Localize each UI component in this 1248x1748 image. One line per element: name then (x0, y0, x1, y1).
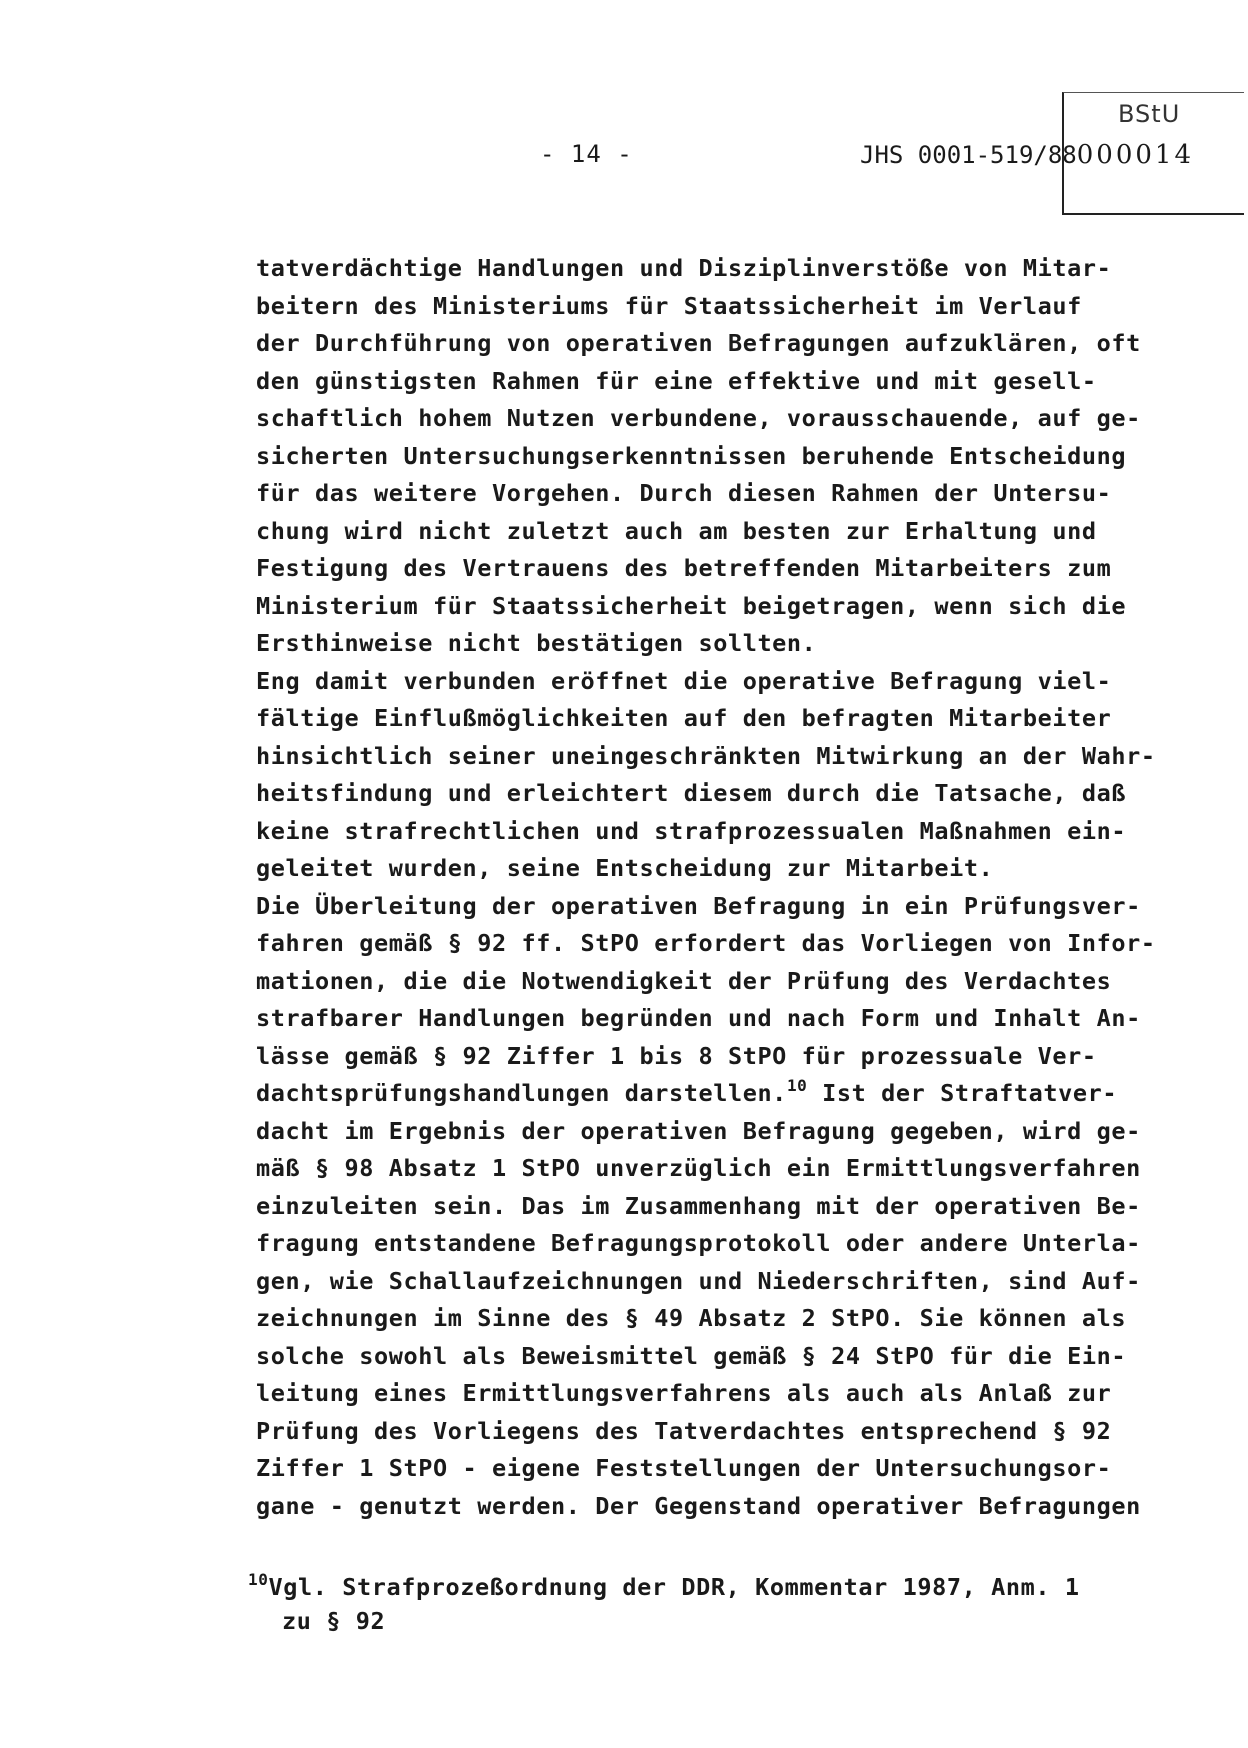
text-line: einzuleiten sein. Das im Zusammenhang mit der operativen Be- (256, 1191, 1141, 1220)
text-line: Die Überleitung der operativen Befragung in ein Prüfungsver- (256, 891, 1141, 920)
text-line: solche sowohl als Beweismittel gemäß § 24 StPO für die Ein- (256, 1341, 1127, 1370)
text-line: Ministerium für Staatssicherheit beigetragen, wenn sich die (256, 591, 1127, 620)
text-line: leitung eines Ermittlungsverfahrens als auch als Anlaß zur (256, 1379, 1112, 1407)
text-line: tatverdächtige Handlungen und Disziplinverstöße von Mitar- (256, 254, 1112, 282)
text-line: fragung entstandene Befragungsprotokoll oder andere Unterla- (256, 1229, 1141, 1257)
text-line: lässe gemäß § 92 Ziffer 1 bis 8 StPO für prozessuale Ver- (256, 1041, 1097, 1070)
archive-stamp-label: BStU (1118, 100, 1181, 128)
footnote-line (248, 1570, 1198, 1604)
page-number: - 14 - (540, 140, 633, 168)
text-line: heitsfindung und erleichtert diesem durch die Tatsache, daß (256, 779, 1127, 807)
text-line: sicherten Untersuchungserkenntnissen beruhende Entscheidung (256, 441, 1127, 470)
text-line: mäß § 98 Absatz 1 StPO unverzüglich ein Ermittlungsverfahren (256, 1154, 1141, 1182)
text-segment: Ist der Straftatver- (807, 1079, 1118, 1107)
footnote-reference[interactable]: 10 (786, 1076, 808, 1095)
document-serial-number: 000014 (1076, 140, 1195, 170)
text-line: für das weitere Vorgehen. Durch diesen Rahmen der Untersu- (256, 479, 1112, 507)
text-line: mationen, die die Notwendigkeit der Prüfung des Verdachtes (256, 966, 1112, 995)
text-line: dacht im Ergebnis der operativen Befragung gegeben, wird ge- (256, 1116, 1141, 1145)
text-line: keine strafrechtlichen und strafprozessualen Maßnahmen ein- (256, 816, 1127, 845)
text-line: gen, wie Schallaufzeichnungen und Niederschriften, sind Auf- (256, 1266, 1141, 1295)
footnote (248, 1570, 1198, 1638)
text-line-with-footnote (256, 1075, 1206, 1113)
body-text (256, 250, 1206, 1525)
text-line: zeichnungen im Sinne des § 49 Absatz 2 StPO. Sie können als (256, 1304, 1127, 1332)
footnote-number: 10 (248, 1570, 269, 1589)
text-line: fältige Einflußmöglichkeiten auf den befragten Mitarbeiter (256, 704, 1112, 732)
text-line: strafbarer Handlungen begründen und nach Form und Inhalt An- (256, 1004, 1141, 1032)
text-line: schaftlich hohem Nutzen verbundene, vorausschauende, auf ge- (256, 404, 1141, 432)
footnote-text: Vgl. Strafprozeßordnung der DDR, Kommentar 1987, Anm. 1 (268, 1573, 1080, 1601)
document-reference-code: JHS 0001-519/88 (860, 141, 1077, 169)
text-line: Prüfung des Vorliegens des Tatverdachtes entsprechend § 92 (256, 1416, 1112, 1445)
text-line: gane - genutzt werden. Der Gegenstand operativer Befragungen (256, 1491, 1141, 1520)
text-line: Ersthinweise nicht bestätigen sollten. (256, 629, 817, 657)
text-segment: dachtsprüfungshandlungen darstellen. (256, 1079, 787, 1107)
text-line: Eng damit verbunden eröffnet die operative Befragung viel- (256, 666, 1112, 695)
text-line: fahren gemäß § 92 ff. StPO erfordert das Vorliegen von Infor- (256, 929, 1156, 957)
text-line: geleitet wurden, seine Entscheidung zur Mitarbeit. (256, 854, 994, 882)
text-line: Festigung des Vertrauens des betreffenden Mitarbeiters zum (256, 554, 1112, 582)
text-line: beitern des Ministeriums für Staatssicherheit im Verlauf (256, 291, 1082, 320)
text-line: den günstigsten Rahmen für eine effektive und mit gesell- (256, 366, 1097, 395)
text-line: hinsichtlich seiner uneingeschränkten Mitwirkung an der Wahr- (256, 741, 1156, 770)
text-line: chung wird nicht zuletzt auch am besten zur Erhaltung und (256, 516, 1097, 545)
text-line: Ziffer 1 StPO - eigene Feststellungen der Untersuchungsor- (256, 1454, 1112, 1482)
footnote-line: zu § 92 (282, 1607, 386, 1635)
text-line: der Durchführung von operativen Befragungen aufzuklären, oft (256, 329, 1141, 357)
